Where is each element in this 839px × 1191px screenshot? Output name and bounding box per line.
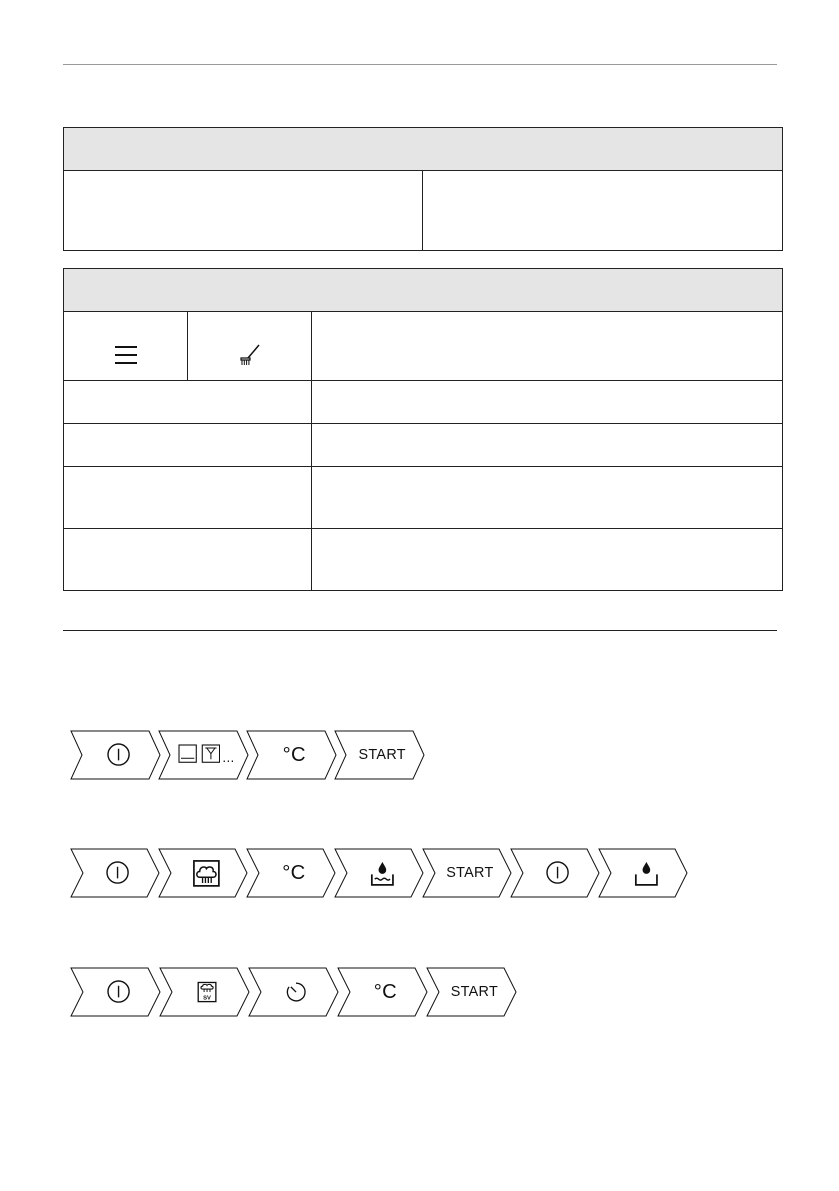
cleaning-brush-icon [237, 354, 263, 369]
celsius-icon [337, 967, 429, 1017]
table-b-row-4-right [312, 529, 783, 591]
more-functions-ellipsis: ... [222, 750, 235, 766]
table-b-row-1-right [312, 381, 783, 424]
celsius-icon [246, 730, 338, 780]
steam-function-icon [158, 848, 249, 898]
step-6-power-icon [510, 848, 601, 898]
step-sequence-2 [70, 848, 689, 898]
step-2-heating-functions-icon [158, 730, 250, 780]
section-divider [63, 630, 777, 631]
step-2-sous-vide-icon [159, 967, 251, 1017]
table-b-header [64, 269, 783, 312]
step-3-timer-icon [248, 967, 340, 1017]
step-7-water-tank-empty-icon [598, 848, 689, 898]
step-5-start-button [422, 848, 513, 898]
start-label: START [446, 865, 494, 881]
step-4-start-button [334, 730, 426, 780]
step-3-celsius-icon [246, 730, 338, 780]
step-4-celsius-icon [337, 967, 429, 1017]
top-divider [63, 64, 777, 65]
table-b-row-4-left [64, 529, 312, 591]
start-button [422, 848, 513, 898]
table-b-row-3-right [312, 467, 783, 529]
step-1-power-icon [70, 967, 162, 1017]
step-5-start-button [426, 967, 518, 1017]
info-table-b [63, 268, 783, 591]
step-2-steam-function-icon [158, 848, 249, 898]
table-b-row-3-left [64, 467, 312, 529]
table-b-icon-row-text [312, 312, 783, 381]
info-table-a [63, 127, 783, 251]
power-icon [70, 848, 161, 898]
sous-vide-label: SV [203, 995, 212, 1002]
table-a-cell-left [64, 171, 423, 251]
power-icon [70, 730, 162, 780]
start-button [334, 730, 426, 780]
table-b-row-2-right [312, 424, 783, 467]
water-tank-fill-icon [334, 848, 425, 898]
start-label: START [450, 984, 499, 1000]
sous-vide-icon [159, 967, 251, 1017]
celsius-icon [246, 848, 337, 898]
table-b-row-1-left [64, 381, 312, 424]
celsius-label: °C [373, 980, 397, 1003]
power-icon [70, 967, 162, 1017]
table-a-header [64, 128, 783, 171]
step-1-power-icon [70, 730, 162, 780]
celsius-label: °C [282, 743, 306, 766]
table-b-row-2-left [64, 424, 312, 467]
timer-icon [248, 967, 340, 1017]
start-label: START [358, 747, 406, 763]
step-1-power-icon [70, 848, 161, 898]
menu-icon [113, 354, 139, 369]
power-icon [510, 848, 601, 898]
step-sequence-1 [70, 730, 426, 780]
heating-functions-icon [158, 730, 250, 780]
step-sequence-3 [70, 967, 518, 1017]
cleaning-icon-cell [188, 312, 312, 381]
menu-icon-cell [64, 312, 188, 381]
start-button [426, 967, 518, 1017]
table-a-cell-right [423, 171, 783, 251]
water-tank-empty-icon [598, 848, 689, 898]
step-4-water-tank-fill-icon [334, 848, 425, 898]
step-3-celsius-icon [246, 848, 337, 898]
celsius-label: °C [282, 861, 306, 884]
